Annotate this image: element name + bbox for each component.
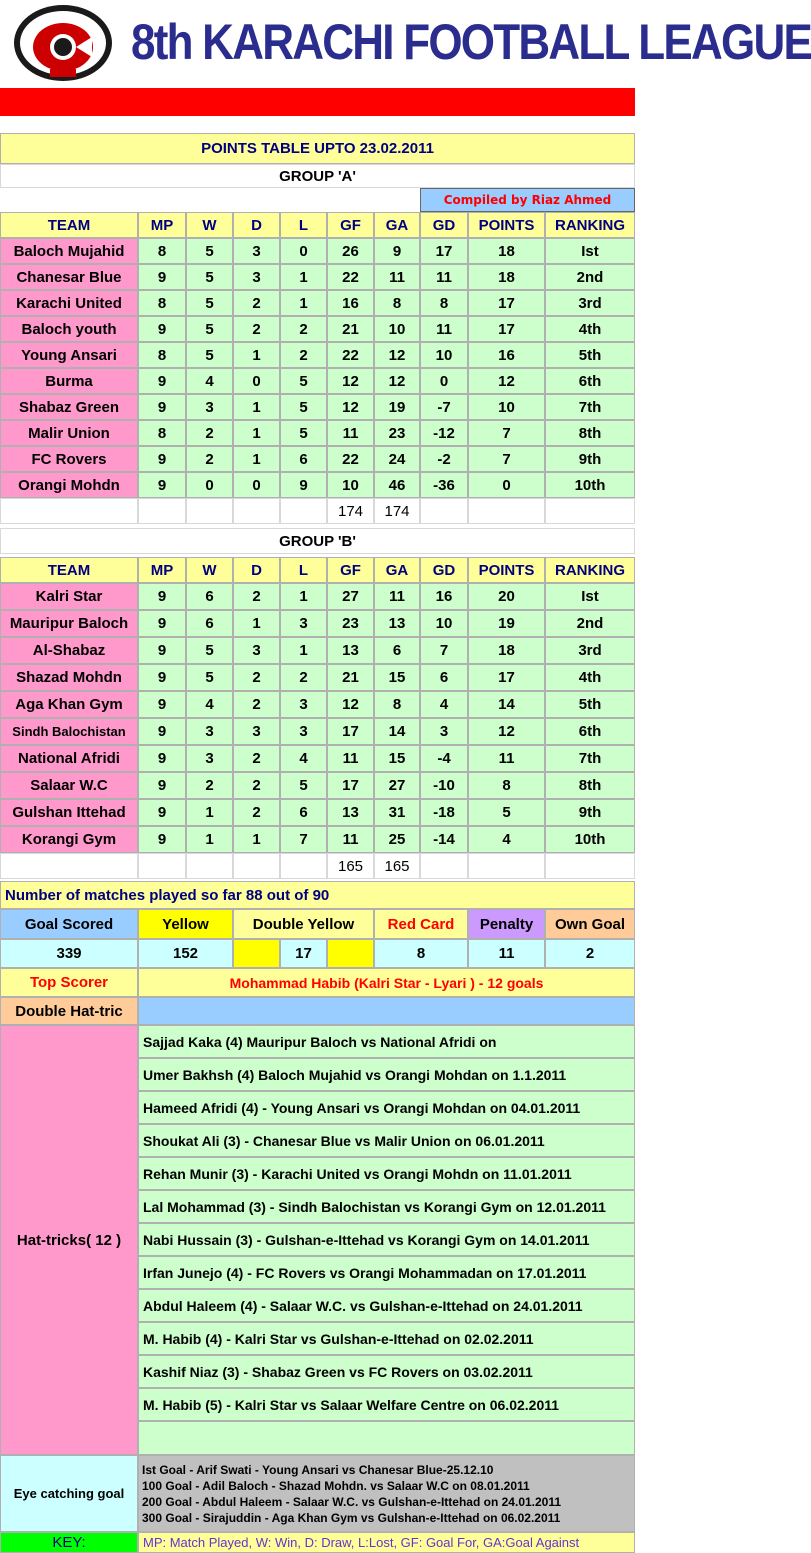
stat-cell-l: 3 bbox=[280, 610, 327, 637]
group-a-title: GROUP 'A' bbox=[0, 164, 635, 188]
stat-cell-gd: 7 bbox=[420, 637, 468, 664]
stat-cell-w: 2 bbox=[186, 446, 233, 472]
stat-cell-gf: 13 bbox=[327, 799, 374, 826]
stat-cell-w: 6 bbox=[186, 610, 233, 637]
totals-empty-cell bbox=[233, 498, 280, 524]
stat-cell-ranking: 4th bbox=[545, 316, 635, 342]
top-scorer-value: Mohammad Habib (Kalri Star - Lyari ) - 12 goals bbox=[138, 968, 635, 997]
stat-cell-gf: 27 bbox=[327, 583, 374, 610]
stat-cell-w: 0 bbox=[186, 472, 233, 498]
stat-cell-d: 3 bbox=[233, 238, 280, 264]
stat-cell-gd: 10 bbox=[420, 342, 468, 368]
stat-cell-l: 2 bbox=[280, 342, 327, 368]
stat-cell-mp: 9 bbox=[138, 446, 186, 472]
stat-cell-l: 1 bbox=[280, 583, 327, 610]
stat-cell-l: 1 bbox=[280, 290, 327, 316]
stat-cell-l: 0 bbox=[280, 238, 327, 264]
totals-empty-cell bbox=[545, 853, 635, 879]
stat-cell-points: 4 bbox=[468, 826, 545, 853]
stat-cell-gf: 21 bbox=[327, 664, 374, 691]
stat-cell-gf: 16 bbox=[327, 290, 374, 316]
stat-cell-w: 5 bbox=[186, 316, 233, 342]
hattrick-item: Umer Bakhsh (4) Baloch Mujahid vs Orangi Mohdan on 1.1.2011 bbox=[138, 1058, 635, 1091]
stat-cell-gd: 0 bbox=[420, 368, 468, 394]
stat-cell-points: 14 bbox=[468, 691, 545, 718]
stat-cell-d: 3 bbox=[233, 264, 280, 290]
total-ga: 174 bbox=[374, 498, 420, 524]
matches-played: Number of matches played so far 88 out of 90 bbox=[0, 881, 635, 909]
double-hattrick-value bbox=[138, 997, 635, 1025]
hattrick-item: Hameed Afridi (4) - Young Ansari vs Orangi Mohdan on 04.01.2011 bbox=[138, 1091, 635, 1124]
team-name: Shabaz Green bbox=[0, 394, 138, 420]
league-title: 8th KARACHI FOOTBALL LEAGUE bbox=[131, 14, 811, 70]
compiled-by: Compiled by Riaz Ahmed bbox=[420, 188, 635, 212]
stat-cell-w: 4 bbox=[186, 368, 233, 394]
total-gf: 165 bbox=[327, 853, 374, 879]
club-logo bbox=[12, 3, 114, 83]
stat-cell-points: 5 bbox=[468, 799, 545, 826]
header-l: L bbox=[280, 212, 327, 238]
hattrick-item: M. Habib (4) - Kalri Star vs Gulshan-e-Ittehad on 02.02.2011 bbox=[138, 1322, 635, 1355]
totals-empty-cell bbox=[280, 498, 327, 524]
stat-cell-d: 2 bbox=[233, 772, 280, 799]
eye-catching-list bbox=[138, 1455, 635, 1532]
team-name: Baloch Mujahid bbox=[0, 238, 138, 264]
stat-cell-ga: 10 bbox=[374, 316, 420, 342]
stat-cell-ga: 31 bbox=[374, 799, 420, 826]
stat-cell-ga: 27 bbox=[374, 772, 420, 799]
team-name: FC Rovers bbox=[0, 446, 138, 472]
header-team: TEAM bbox=[0, 212, 138, 238]
team-name: Chanesar Blue bbox=[0, 264, 138, 290]
points-table-subtitle: POINTS TABLE UPTO 23.02.2011 bbox=[0, 133, 635, 164]
stat-cell-d: 2 bbox=[233, 316, 280, 342]
stat-cell-w: 1 bbox=[186, 826, 233, 853]
team-name: Orangi Mohdn bbox=[0, 472, 138, 498]
team-name: Gulshan Ittehad bbox=[0, 799, 138, 826]
stat-cell-gd: 11 bbox=[420, 264, 468, 290]
team-name: Mauripur Baloch bbox=[0, 610, 138, 637]
team-name: Baloch youth bbox=[0, 316, 138, 342]
stat-cell-mp: 9 bbox=[138, 718, 186, 745]
stat-cell-points: 19 bbox=[468, 610, 545, 637]
stat-cell-d: 0 bbox=[233, 472, 280, 498]
header-w: W bbox=[186, 212, 233, 238]
stat-cell-ranking: 6th bbox=[545, 718, 635, 745]
header-points: POINTS bbox=[468, 557, 545, 583]
yellow-label: Yellow bbox=[138, 909, 233, 939]
stat-cell-ga: 46 bbox=[374, 472, 420, 498]
key-label: KEY: bbox=[0, 1532, 138, 1553]
totals-empty-cell bbox=[186, 853, 233, 879]
key-text: MP: Match Played, W: Win, D: Draw, L:Lost, GF: Goal For, GA:Goal Against bbox=[138, 1532, 635, 1553]
stat-cell-points: 0 bbox=[468, 472, 545, 498]
header-gd: GD bbox=[420, 557, 468, 583]
double-hattrick-label: Double Hat-tric bbox=[0, 997, 138, 1025]
stat-cell-gf: 12 bbox=[327, 394, 374, 420]
totals-empty-cell bbox=[545, 498, 635, 524]
stat-cell-mp: 9 bbox=[138, 664, 186, 691]
stat-cell-mp: 9 bbox=[138, 826, 186, 853]
stat-cell-gd: 8 bbox=[420, 290, 468, 316]
team-name: Malir Union bbox=[0, 420, 138, 446]
header-points: POINTS bbox=[468, 212, 545, 238]
team-name: Shazad Mohdn bbox=[0, 664, 138, 691]
stat-cell-gf: 17 bbox=[327, 772, 374, 799]
double-yellow-value: 17 bbox=[280, 939, 327, 968]
stat-cell-d: 2 bbox=[233, 799, 280, 826]
stat-cell-gd: 6 bbox=[420, 664, 468, 691]
stat-cell-ranking: 9th bbox=[545, 799, 635, 826]
stat-cell-d: 2 bbox=[233, 745, 280, 772]
stat-cell-ranking: 8th bbox=[545, 420, 635, 446]
totals-empty-cell bbox=[468, 853, 545, 879]
stat-cell-ga: 11 bbox=[374, 583, 420, 610]
stat-cell-d: 1 bbox=[233, 610, 280, 637]
stat-cell-ranking: 10th bbox=[545, 826, 635, 853]
stat-cell-gf: 11 bbox=[327, 745, 374, 772]
totals-empty-cell bbox=[0, 853, 138, 879]
red-card-label: Red Card bbox=[374, 909, 468, 939]
stat-cell-l: 6 bbox=[280, 446, 327, 472]
stat-cell-gf: 22 bbox=[327, 446, 374, 472]
header-d: D bbox=[233, 557, 280, 583]
hattricks-label: Hat-tricks( 12 ) bbox=[0, 1025, 138, 1455]
stat-cell-d: 3 bbox=[233, 718, 280, 745]
stat-cell-gf: 12 bbox=[327, 691, 374, 718]
stat-cell-ga: 15 bbox=[374, 664, 420, 691]
stat-cell-l: 4 bbox=[280, 745, 327, 772]
stat-cell-points: 8 bbox=[468, 772, 545, 799]
stat-cell-l: 5 bbox=[280, 772, 327, 799]
stat-cell-d: 2 bbox=[233, 691, 280, 718]
stat-cell-w: 2 bbox=[186, 420, 233, 446]
hattrick-item: Sajjad Kaka (4) Mauripur Baloch vs National Afridi on bbox=[138, 1025, 635, 1058]
team-name: National Afridi bbox=[0, 745, 138, 772]
totals-empty-cell bbox=[280, 853, 327, 879]
stat-cell-gd: 10 bbox=[420, 610, 468, 637]
totals-empty-cell bbox=[186, 498, 233, 524]
stat-cell-points: 12 bbox=[468, 718, 545, 745]
stat-cell-gf: 10 bbox=[327, 472, 374, 498]
stat-cell-w: 5 bbox=[186, 637, 233, 664]
stat-cell-mp: 9 bbox=[138, 772, 186, 799]
stat-cell-gd: -36 bbox=[420, 472, 468, 498]
goal-scored-label: Goal Scored bbox=[0, 909, 138, 939]
stat-cell-gd: 4 bbox=[420, 691, 468, 718]
stat-cell-ga: 19 bbox=[374, 394, 420, 420]
stat-cell-w: 5 bbox=[186, 290, 233, 316]
stat-cell-points: 12 bbox=[468, 368, 545, 394]
stat-cell-mp: 9 bbox=[138, 691, 186, 718]
stat-cell-ga: 24 bbox=[374, 446, 420, 472]
stat-cell-ga: 12 bbox=[374, 342, 420, 368]
stat-cell-l: 2 bbox=[280, 664, 327, 691]
stat-cell-ga: 11 bbox=[374, 264, 420, 290]
stat-cell-ranking: 6th bbox=[545, 368, 635, 394]
stat-cell-l: 1 bbox=[280, 264, 327, 290]
stat-cell-mp: 9 bbox=[138, 394, 186, 420]
own-goal-label: Own Goal bbox=[545, 909, 635, 939]
stat-cell-ga: 12 bbox=[374, 368, 420, 394]
stat-cell-gf: 21 bbox=[327, 316, 374, 342]
totals-empty-cell bbox=[420, 498, 468, 524]
stat-cell-mp: 9 bbox=[138, 316, 186, 342]
hattrick-item: Nabi Hussain (3) - Gulshan-e-Ittehad vs Korangi Gym on 14.01.2011 bbox=[138, 1223, 635, 1256]
stat-cell-points: 10 bbox=[468, 394, 545, 420]
totals-empty-cell bbox=[233, 853, 280, 879]
stat-cell-d: 3 bbox=[233, 637, 280, 664]
stat-cell-mp: 9 bbox=[138, 610, 186, 637]
stat-cell-d: 1 bbox=[233, 420, 280, 446]
stat-cell-ranking: 2nd bbox=[545, 610, 635, 637]
double-yellow-label: Double Yellow bbox=[233, 909, 374, 939]
team-name: Burma bbox=[0, 368, 138, 394]
stat-cell-points: 16 bbox=[468, 342, 545, 368]
stat-cell-ranking: 7th bbox=[545, 745, 635, 772]
stat-cell-gf: 11 bbox=[327, 420, 374, 446]
stat-cell-mp: 8 bbox=[138, 290, 186, 316]
header-mp: MP bbox=[138, 212, 186, 238]
stat-cell-w: 5 bbox=[186, 264, 233, 290]
stat-cell-ranking: Ist bbox=[545, 238, 635, 264]
totals-empty-cell bbox=[468, 498, 545, 524]
stat-cell-l: 5 bbox=[280, 368, 327, 394]
stat-cell-points: 18 bbox=[468, 637, 545, 664]
team-name: Salaar W.C bbox=[0, 772, 138, 799]
stat-cell-gd: 11 bbox=[420, 316, 468, 342]
stat-cell-ga: 15 bbox=[374, 745, 420, 772]
stat-cell-mp: 9 bbox=[138, 472, 186, 498]
stat-cell-d: 2 bbox=[233, 290, 280, 316]
stat-cell-ga: 23 bbox=[374, 420, 420, 446]
own-goal-value: 2 bbox=[545, 939, 635, 968]
stat-cell-ranking: 2nd bbox=[545, 264, 635, 290]
stat-cell-ranking: 5th bbox=[545, 691, 635, 718]
header-team: TEAM bbox=[0, 557, 138, 583]
stat-cell-w: 4 bbox=[186, 691, 233, 718]
stat-cell-points: 20 bbox=[468, 583, 545, 610]
hattrick-item: M. Habib (5) - Kalri Star vs Salaar Welfare Centre on 06.02.2011 bbox=[138, 1388, 635, 1421]
stat-cell-w: 3 bbox=[186, 394, 233, 420]
stat-cell-mp: 9 bbox=[138, 368, 186, 394]
stat-cell-l: 5 bbox=[280, 394, 327, 420]
eye-catching-item: 100 Goal - Adil Baloch - Shazad Mohdn. vs Salaar W.C on 08.01.2011 bbox=[142, 1478, 530, 1493]
header-ranking: RANKING bbox=[545, 557, 635, 583]
stat-cell-mp: 8 bbox=[138, 420, 186, 446]
stat-cell-l: 3 bbox=[280, 691, 327, 718]
hattrick-item: Lal Mohammad (3) - Sindh Balochistan vs Korangi Gym on 12.01.2011 bbox=[138, 1190, 635, 1223]
goal-scored-value: 339 bbox=[0, 939, 138, 968]
red-card-value: 8 bbox=[374, 939, 468, 968]
stat-cell-points: 7 bbox=[468, 420, 545, 446]
totals-empty-cell bbox=[138, 853, 186, 879]
stat-cell-ga: 25 bbox=[374, 826, 420, 853]
stat-cell-gd: -10 bbox=[420, 772, 468, 799]
stat-cell-w: 3 bbox=[186, 745, 233, 772]
stat-cell-points: 7 bbox=[468, 446, 545, 472]
eye-catching-item: Ist Goal - Arif Swati - Young Ansari vs Chanesar Blue-25.12.10 bbox=[142, 1462, 494, 1477]
stat-cell-gf: 26 bbox=[327, 238, 374, 264]
totals-empty-cell bbox=[420, 853, 468, 879]
stat-cell-ranking: 5th bbox=[545, 342, 635, 368]
stat-cell-ga: 14 bbox=[374, 718, 420, 745]
stat-cell-d: 1 bbox=[233, 446, 280, 472]
stat-cell-w: 1 bbox=[186, 799, 233, 826]
stat-cell-w: 5 bbox=[186, 664, 233, 691]
stat-cell-ranking: 10th bbox=[545, 472, 635, 498]
stat-cell-ga: 9 bbox=[374, 238, 420, 264]
stat-cell-ranking: Ist bbox=[545, 583, 635, 610]
stat-cell-l: 6 bbox=[280, 799, 327, 826]
header-ga: GA bbox=[374, 212, 420, 238]
team-name: Young Ansari bbox=[0, 342, 138, 368]
totals-empty-cell bbox=[138, 498, 186, 524]
stat-cell-mp: 8 bbox=[138, 238, 186, 264]
stat-cell-d: 1 bbox=[233, 342, 280, 368]
header bbox=[0, 0, 811, 88]
eye-catching-label: Eye catching goal bbox=[0, 1455, 138, 1532]
stat-cell-w: 6 bbox=[186, 583, 233, 610]
stat-cell-gf: 11 bbox=[327, 826, 374, 853]
stat-cell-w: 5 bbox=[186, 342, 233, 368]
team-name: Kalri Star bbox=[0, 583, 138, 610]
stat-cell-gf: 22 bbox=[327, 264, 374, 290]
title-banner bbox=[0, 88, 635, 116]
stat-cell-gd: 3 bbox=[420, 718, 468, 745]
stat-cell-ranking: 3rd bbox=[545, 290, 635, 316]
stat-cell-gd: -12 bbox=[420, 420, 468, 446]
stat-cell-ranking: 7th bbox=[545, 394, 635, 420]
total-ga: 165 bbox=[374, 853, 420, 879]
stat-cell-points: 18 bbox=[468, 238, 545, 264]
team-name: Al-Shabaz bbox=[0, 637, 138, 664]
eye-catching-item: 300 Goal - Sirajuddin - Aga Khan Gym vs Gulshan-e-Ittehad on 06.02.2011 bbox=[142, 1510, 561, 1525]
stat-cell-points: 17 bbox=[468, 290, 545, 316]
stat-cell-mp: 9 bbox=[138, 799, 186, 826]
stat-cell-ga: 8 bbox=[374, 691, 420, 718]
stat-cell-ga: 13 bbox=[374, 610, 420, 637]
stat-cell-gf: 23 bbox=[327, 610, 374, 637]
team-name: Aga Khan Gym bbox=[0, 691, 138, 718]
stat-cell-points: 17 bbox=[468, 664, 545, 691]
stat-cell-gd: 16 bbox=[420, 583, 468, 610]
stat-cell-d: 2 bbox=[233, 583, 280, 610]
stat-cell-gf: 22 bbox=[327, 342, 374, 368]
stat-cell-gd: -18 bbox=[420, 799, 468, 826]
stat-cell-mp: 9 bbox=[138, 745, 186, 772]
stat-cell-gf: 17 bbox=[327, 718, 374, 745]
team-name: Sindh Balochistan bbox=[0, 718, 138, 745]
hattrick-item: Rehan Munir (3) - Karachi United vs Orangi Mohdn on 11.01.2011 bbox=[138, 1157, 635, 1190]
hattrick-item: Irfan Junejo (4) - FC Rovers vs Orangi Mohammadan on 17.01.2011 bbox=[138, 1256, 635, 1289]
stat-cell-ga: 8 bbox=[374, 290, 420, 316]
stat-cell-gd: -7 bbox=[420, 394, 468, 420]
stat-cell-gf: 12 bbox=[327, 368, 374, 394]
stat-cell-gf: 13 bbox=[327, 637, 374, 664]
stat-cell-gd: -2 bbox=[420, 446, 468, 472]
header-w: W bbox=[186, 557, 233, 583]
stat-cell-gd: 17 bbox=[420, 238, 468, 264]
totals-empty-cell bbox=[0, 498, 138, 524]
stat-cell-l: 9 bbox=[280, 472, 327, 498]
penalty-label: Penalty bbox=[468, 909, 545, 939]
stat-cell-d: 1 bbox=[233, 394, 280, 420]
header-l: L bbox=[280, 557, 327, 583]
double-yellow-right-fill bbox=[327, 939, 374, 968]
header-mp: MP bbox=[138, 557, 186, 583]
stat-cell-ranking: 9th bbox=[545, 446, 635, 472]
stat-cell-d: 2 bbox=[233, 664, 280, 691]
stat-cell-ranking: 4th bbox=[545, 664, 635, 691]
team-name: Korangi Gym bbox=[0, 826, 138, 853]
eye-catching-item: 200 Goal - Abdul Haleem - Salaar W.C. vs Gulshan-e-Ittehad on 24.01.2011 bbox=[142, 1494, 562, 1509]
header-ga: GA bbox=[374, 557, 420, 583]
header-ranking: RANKING bbox=[545, 212, 635, 238]
stat-cell-ga: 6 bbox=[374, 637, 420, 664]
header-gf: GF bbox=[327, 212, 374, 238]
header-d: D bbox=[233, 212, 280, 238]
stat-cell-mp: 9 bbox=[138, 637, 186, 664]
stat-cell-l: 1 bbox=[280, 637, 327, 664]
top-scorer-label: Top Scorer bbox=[0, 968, 138, 997]
stat-cell-gd: -4 bbox=[420, 745, 468, 772]
header-gd: GD bbox=[420, 212, 468, 238]
stat-cell-l: 3 bbox=[280, 718, 327, 745]
hattrick-empty-row bbox=[138, 1421, 635, 1455]
stat-cell-ranking: 3rd bbox=[545, 637, 635, 664]
total-gf: 174 bbox=[327, 498, 374, 524]
stat-cell-w: 5 bbox=[186, 238, 233, 264]
stat-cell-mp: 8 bbox=[138, 342, 186, 368]
double-yellow-left-fill bbox=[233, 939, 280, 968]
stat-cell-w: 3 bbox=[186, 718, 233, 745]
hattrick-item: Abdul Haleem (4) - Salaar W.C. vs Gulshan-e-Ittehad on 24.01.2011 bbox=[138, 1289, 635, 1322]
stat-cell-l: 7 bbox=[280, 826, 327, 853]
stat-cell-w: 2 bbox=[186, 772, 233, 799]
team-name: Karachi United bbox=[0, 290, 138, 316]
group-b-title: GROUP 'B' bbox=[0, 528, 635, 554]
stat-cell-points: 18 bbox=[468, 264, 545, 290]
stat-cell-l: 2 bbox=[280, 316, 327, 342]
stat-cell-mp: 9 bbox=[138, 264, 186, 290]
stat-cell-ranking: 8th bbox=[545, 772, 635, 799]
stat-cell-l: 5 bbox=[280, 420, 327, 446]
penalty-value: 11 bbox=[468, 939, 545, 968]
header-gf: GF bbox=[327, 557, 374, 583]
yellow-value: 152 bbox=[138, 939, 233, 968]
hattrick-item: Shoukat Ali (3) - Chanesar Blue vs Malir Union on 06.01.2011 bbox=[138, 1124, 635, 1157]
stat-cell-mp: 9 bbox=[138, 583, 186, 610]
stat-cell-points: 17 bbox=[468, 316, 545, 342]
stat-cell-gd: -14 bbox=[420, 826, 468, 853]
stat-cell-points: 11 bbox=[468, 745, 545, 772]
stat-cell-d: 1 bbox=[233, 826, 280, 853]
stat-cell-d: 0 bbox=[233, 368, 280, 394]
hattrick-item: Kashif Niaz (3) - Shabaz Green vs FC Rovers on 03.02.2011 bbox=[138, 1355, 635, 1388]
